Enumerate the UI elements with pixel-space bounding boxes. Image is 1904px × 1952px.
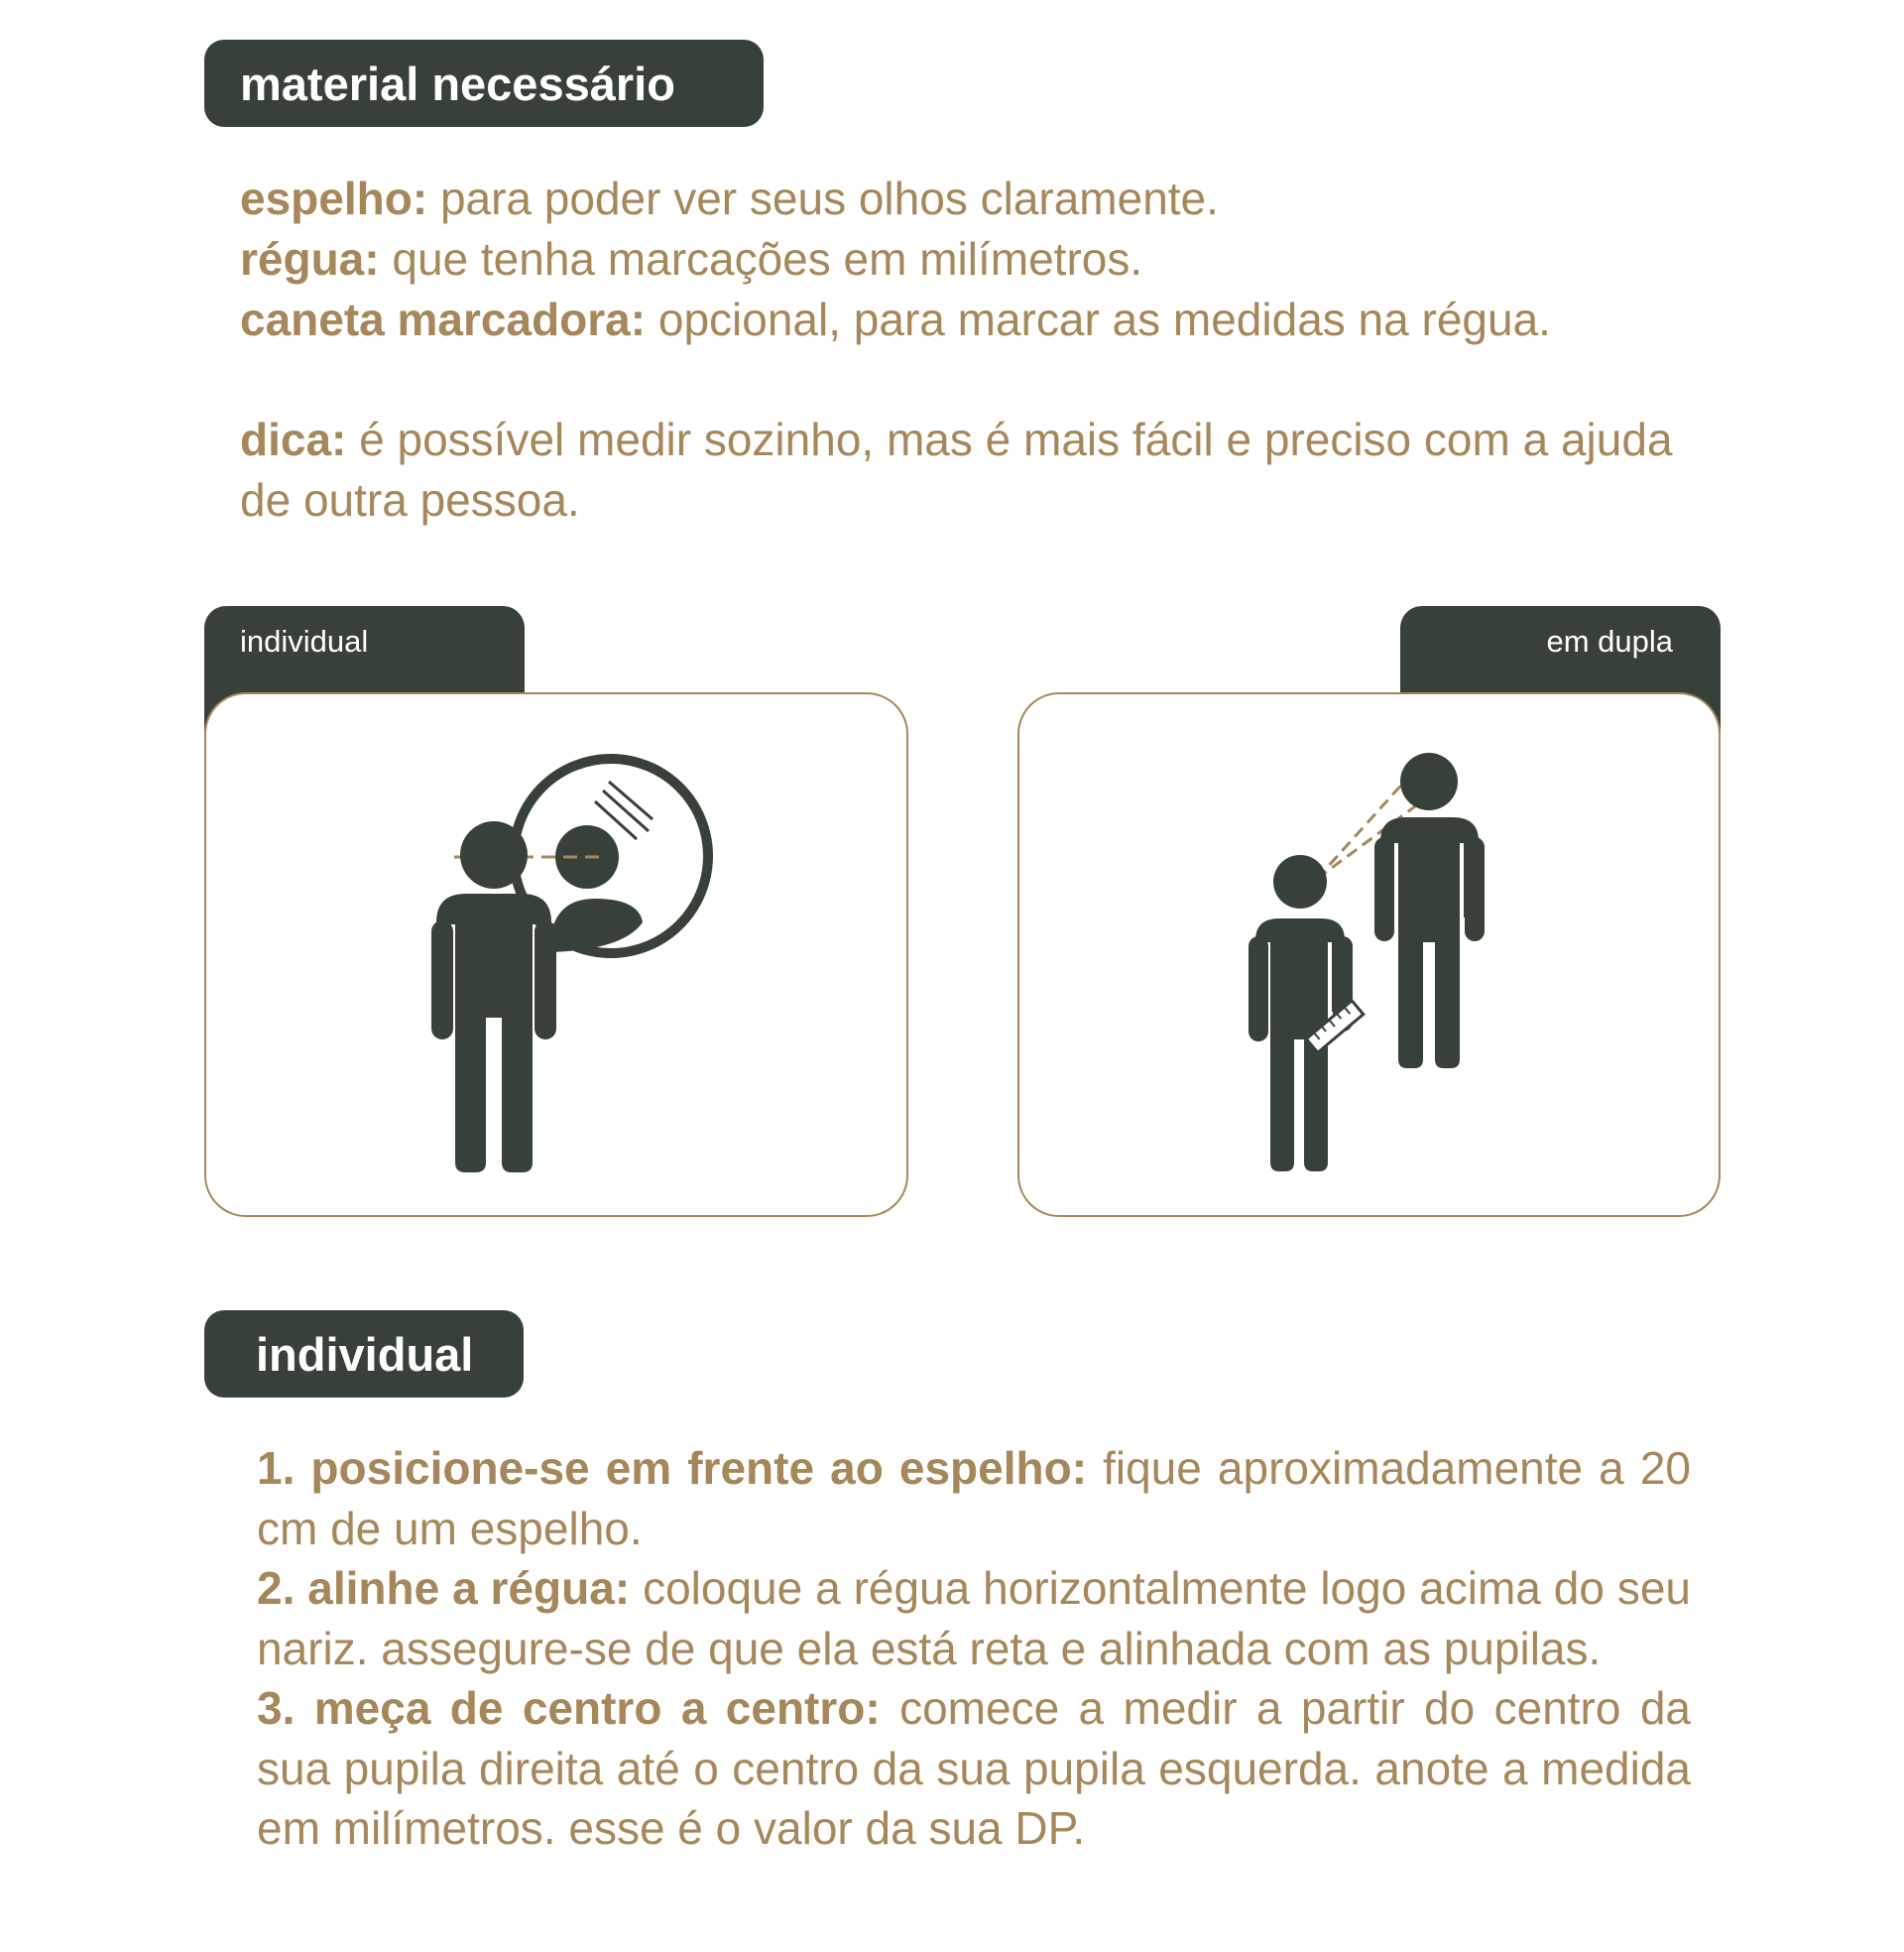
step-term: 1. posicione-se em frente ao espelho:: [257, 1442, 1088, 1494]
step-term: 3. meça de centro a centro:: [257, 1682, 881, 1734]
tip-text: é possível medir sozinho, mas é mais fácil e preciso com a ajuda de outra pessoa.: [240, 414, 1673, 526]
pair-illustration-card: [1017, 692, 1721, 1217]
material-term: régua:: [240, 233, 380, 285]
step-term: 2. alinhe a régua:: [257, 1562, 631, 1614]
tab-individual-label: individual: [240, 624, 369, 659]
tip-paragraph: [240, 410, 1708, 531]
tip-term: dica:: [240, 414, 347, 465]
material-term: espelho:: [240, 173, 428, 224]
materials-list: [240, 169, 1747, 350]
material-item-ruler: [240, 229, 1747, 290]
material-header-title: material necessário: [240, 57, 675, 110]
individual-illustration: [206, 694, 910, 1219]
step-item: [257, 1678, 1691, 1859]
material-item-marker: [240, 290, 1747, 350]
individual-illustration-card: [204, 692, 908, 1217]
material-description: opcional, para marcar as medidas na régua.: [657, 294, 1551, 345]
material-description: que tenha marcações em milímetros.: [392, 233, 1143, 285]
tab-pair-label: em dupla: [1546, 624, 1673, 659]
individual-section-title: individual: [256, 1327, 474, 1381]
person-icon: [1374, 753, 1485, 1068]
step-item: [257, 1438, 1691, 1558]
material-description: para poder ver seus olhos claramente.: [439, 173, 1219, 224]
steps-list: [257, 1438, 1691, 1859]
pair-illustration: [1019, 694, 1723, 1219]
individual-section-header: [204, 1310, 524, 1398]
material-item-mirror: [240, 169, 1747, 229]
material-header: [204, 40, 764, 127]
step-text: comece a medir a partir do centro da sua pupila direita até o centro da sua pupila esquerda. anote a medida em milímetros. esse é o valor da sua DP.: [257, 1682, 1692, 1854]
material-term: caneta marcadora:: [240, 294, 647, 345]
step-text: coloque a régua horizontalmente logo acima do seu nariz. assegure-se de que ela está reta e alinhada com as pupilas.: [257, 1562, 1692, 1674]
step-item: [257, 1558, 1691, 1678]
step-text: fique aproximadamente a 20 cm de um espelho.: [257, 1442, 1691, 1554]
